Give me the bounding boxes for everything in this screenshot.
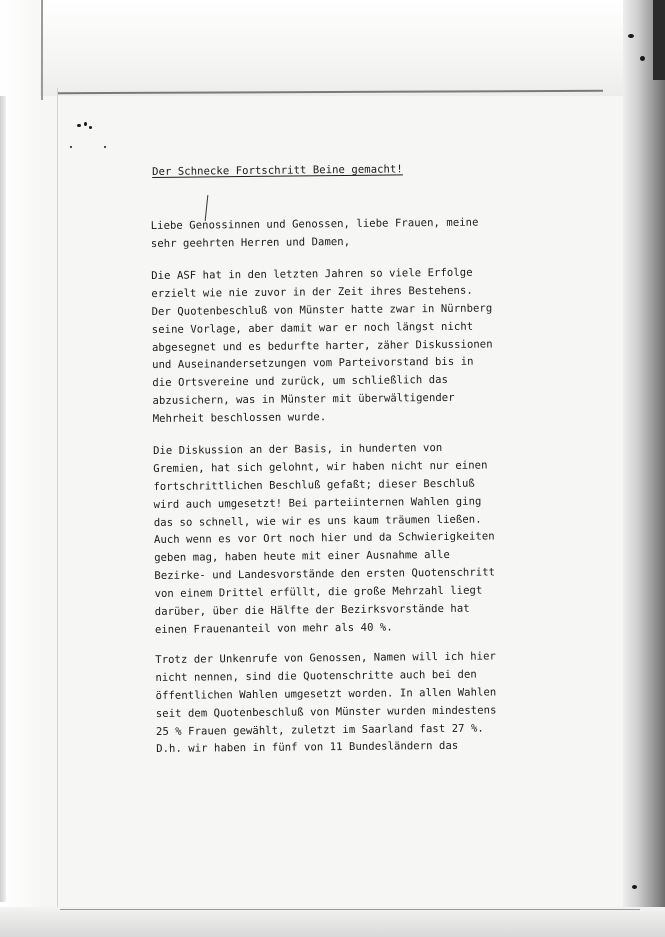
page-left-edge: [0, 96, 6, 902]
page-left-margin: [0, 0, 40, 937]
page-corner-shadow: [653, 0, 665, 80]
text-line: erzielt wie nie zuvor in der Zeit ihres Bestehens.: [151, 284, 473, 300]
text-line: einen Frauenanteil von mehr als 40 %.: [154, 621, 393, 636]
speck: [89, 126, 92, 129]
speck: [84, 122, 87, 126]
sheet-bottom-edge: [60, 909, 640, 910]
text-line: Gremien, hat sich gelohnt, wir haben nicht nur einen: [153, 459, 488, 475]
text-line: sehr geehrten Herren und Damen,: [150, 235, 351, 250]
page-top-shadow: [0, 0, 665, 96]
page-right-shadow: [623, 0, 665, 937]
speck: [104, 146, 106, 148]
text-line: 25 % Frauen gewählt, zuletzt im Saarland fast 27 %.: [155, 722, 484, 738]
text-line: und Auseinandersetzungen vom Parteivorstand bis in: [152, 356, 474, 372]
text-line: Liebe Genossinnen und Genossen, liebe Frauen, meine: [150, 216, 479, 232]
text-line: Bezirke- und Landesvorstände den ersten Quotenschritt: [154, 566, 496, 583]
paragraph-1: [151, 264, 493, 429]
speck: [628, 34, 634, 38]
text-line: Die Diskussion an der Basis, in hunderten von: [152, 441, 443, 457]
text-line: seit dem Quotenbeschluß von Münster wurden mindestens: [155, 704, 497, 720]
page-bottom-shadow: [0, 907, 665, 937]
text-line: Trotz der Unkenrufe von Genossen, Namen will ich hier: [155, 650, 496, 666]
text-line: seine Vorlage, aber damit war er noch längst nicht: [151, 320, 474, 336]
text-line: abgesegnet und es bedurfte harter, zäher Diskussionen: [151, 337, 493, 354]
text-line: Der Quotenbeschluß von Münster hatte zwar in Nürnberg: [151, 302, 493, 318]
text-line: wird auch umgesetzt! Bei parteiinternen Wahlen ging: [153, 495, 482, 511]
sheet-edge-line: [41, 0, 43, 100]
speck: [70, 146, 72, 148]
paragraph-3: [155, 648, 497, 759]
document-title: Der Schnecke Fortschritt Beine gemacht!: [152, 163, 403, 178]
text-line: Die ASF hat in den letzten Jahren so viele Erfolge: [151, 266, 473, 282]
text-line: Mehrheit beschlossen wurde.: [152, 411, 327, 426]
text-line: die Ortsvereine und zurück, um schließlich das: [152, 374, 449, 390]
text-line: von einem Drittel erfüllt, die große Mehrzahl liegt: [154, 584, 483, 601]
text-line: geben mag, haben heute mit einer Ausnahme alle: [154, 549, 450, 565]
paragraph-greeting: [151, 215, 479, 254]
text-line: darüber, über die Hälfte der Bezirksvorstände hat: [154, 602, 470, 618]
paragraph-2: [153, 439, 496, 639]
document-body: [150, 156, 570, 756]
speck: [77, 124, 81, 127]
text-line: Auch wenn es vor Ort noch hier und da Schwierigkeiten: [153, 530, 495, 547]
sheet-fold-line: [57, 88, 58, 908]
text-line: öffentlichen Wahlen umgesetzt worden. In allen Wahlen: [155, 686, 497, 702]
speck: [632, 885, 637, 889]
text-line: das so schnell, wie wir es uns kaum träumen ließen.: [153, 513, 482, 529]
text-line: abzusichern, was in Münster mit überwältigender: [152, 392, 455, 408]
text-line: fortschrittlichen Beschluß gefaßt; dieser Beschluß: [153, 477, 475, 493]
speck: [640, 56, 645, 61]
text-line: D.h. wir haben in fünf von 11 Bundesländern das: [156, 740, 459, 756]
text-line: nicht nennen, sind die Quotenschritte auch bei den: [155, 668, 477, 684]
